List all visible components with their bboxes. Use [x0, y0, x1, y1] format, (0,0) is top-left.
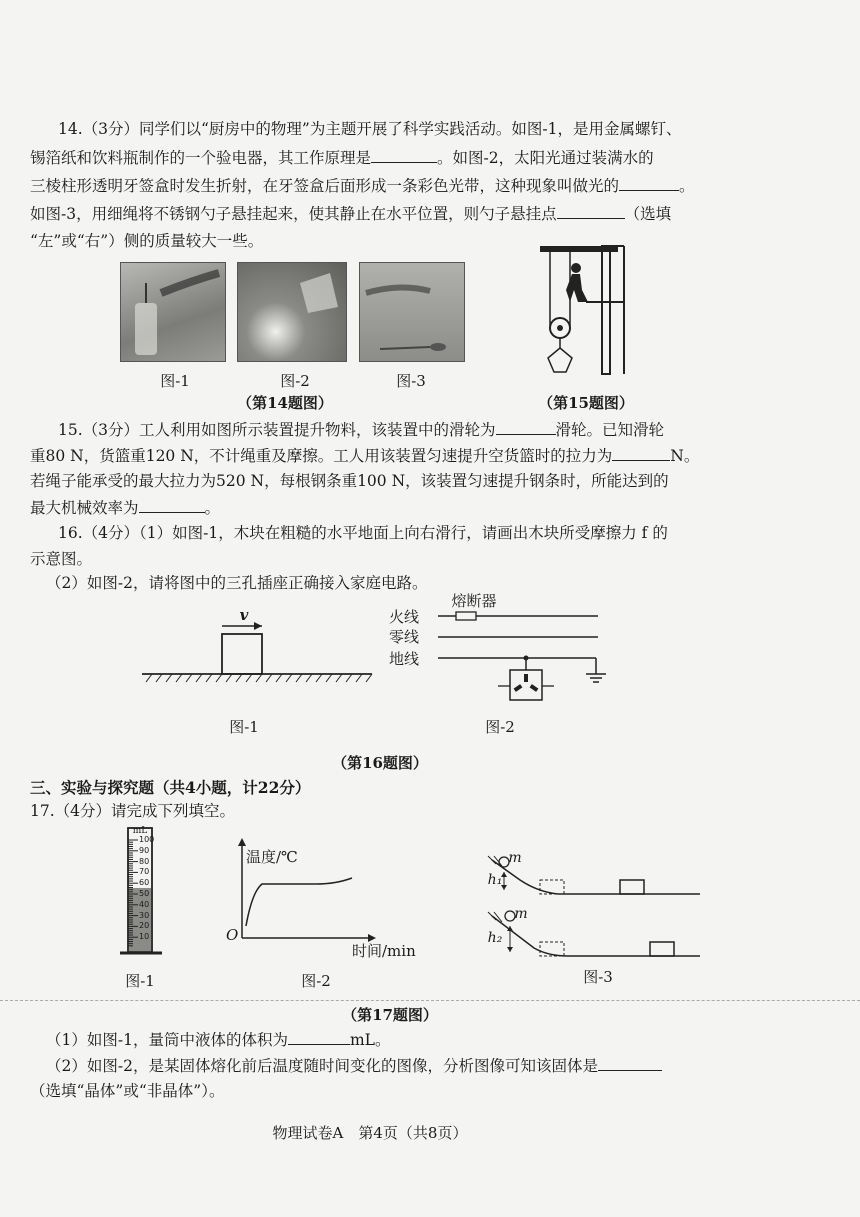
cylinder-tick-label: 70: [139, 867, 150, 877]
cylinder-tick-label: 60: [139, 878, 150, 888]
q17-blank2[interactable]: [598, 1052, 662, 1071]
q14-line5: “左”或“右”）侧的质量较大一些。: [30, 232, 264, 250]
q17-fig3-label: 图-3: [583, 968, 613, 986]
q17-sub2: [46, 1052, 662, 1080]
q14-line4-text: 如图-3，用细绳将不锈钢勺子悬挂起来，使其静止在水平位置，则勺子悬挂点: [30, 205, 557, 223]
section3-title: 三、实验与探究题（共4小题，计22分）: [30, 778, 311, 797]
q15-line4-text-b: 。: [204, 499, 221, 517]
q14-line4: [30, 200, 671, 228]
cylinder-unit: mL: [132, 826, 148, 836]
cylinder-tick-label: 10: [139, 932, 150, 942]
cylinder-tick-label: 40: [139, 899, 150, 909]
q17-fig1-label: 图-1: [125, 972, 155, 990]
q16-line2: 示意图。: [30, 550, 93, 568]
q15-line1: [58, 416, 664, 444]
cylinder-tick-label: 50: [139, 889, 150, 898]
q16-fig2-label: 图-2: [485, 718, 515, 736]
q17-sub1-text: （1）如图-1，量筒中液体的体积为: [46, 1031, 288, 1049]
melting-curve: [246, 878, 352, 926]
q14-line4-text-b: （选填: [624, 205, 672, 223]
q17-sub1: [46, 1026, 390, 1054]
block-on-ground-diagram: [142, 616, 372, 686]
q17-sub2-line2: （选填“晶体”或“非晶体”）。: [30, 1082, 225, 1100]
q14-line1: 14.（3分）同学们以“厨房中的物理”为主题开展了科学实践活动。如图-1，是用金属螺钉、: [58, 120, 682, 138]
fuse-symbol: [456, 612, 476, 620]
cylinder-tick-label: 100: [139, 835, 155, 844]
q15-line3: 若绳子能承受的最大拉力为520 N，每根钢条重100 N，该装置匀速提升钢条时，所能达到的: [30, 472, 669, 490]
fuse-label: 熔断器: [451, 592, 497, 610]
height-label-h2: h₂: [487, 930, 503, 946]
height-label-h1: h₁: [487, 872, 503, 888]
q15-figure-caption: （第15题图）: [538, 394, 634, 412]
neutral-wire-label: 零线: [388, 628, 419, 646]
graph-y-label: 温度/℃: [246, 848, 298, 866]
ground-wire-label: 地线: [388, 650, 419, 668]
q16-figure-caption: （第16题图）: [332, 754, 428, 772]
q14-figure-caption: （第14题图）: [237, 394, 333, 412]
q17-figure-caption: （第17题图）: [342, 1006, 438, 1024]
box-top: [620, 880, 644, 894]
household-circuit-diagram: [428, 606, 628, 696]
q15-line2-text: 重80 N，货篮重120 N，不计绳重及摩擦。工人用该装置匀速提升空货篮时的拉力为: [30, 447, 613, 465]
q15-line1-text-b: 滑轮。已知滑轮: [555, 421, 665, 439]
q14-line2-text-b: 。如图-2，太阳光通过装满水的: [437, 149, 654, 167]
q16-line1: 16.（4分）（1）如图-1，木块在粗糙的水平地面上向右滑行，请画出木块所受摩擦力 f 的: [58, 524, 668, 542]
q14-fig3-label: 图-3: [396, 372, 426, 390]
electroscope-sketch: [121, 263, 225, 361]
q17-fig2-label: 图-2: [301, 972, 331, 990]
q14-line2-text: 锡箔纸和饮料瓶制作的一个验电器，其工作原理是: [30, 149, 372, 167]
velocity-label: v: [239, 606, 249, 624]
q17-blank1[interactable]: [288, 1026, 350, 1045]
graph-origin: O: [226, 926, 239, 944]
graph-x-label: 时间/min: [352, 942, 416, 960]
q17-sub2-text: （2）如图-2，是某固体熔化前后温度随时间变化的图像，分析图像可知该固体是: [46, 1057, 598, 1075]
q16-line3: （2）如图-2，请将图中的三孔插座正确接入家庭电路。: [46, 574, 428, 592]
q15-line2-text-b: N。: [670, 447, 700, 465]
q15-line4: [30, 494, 220, 522]
q14-line3-text: 三棱柱形透明牙签盒时发生折射，在牙签盒后面形成一条彩色光带，这种现象叫做光的: [30, 177, 620, 195]
q14-blank2[interactable]: [619, 172, 679, 191]
spoon-photo: [359, 262, 465, 362]
live-wire-label: 火线: [388, 608, 419, 626]
q15-blank1[interactable]: [496, 416, 556, 435]
q15-line2: [30, 442, 699, 470]
q15-blank2[interactable]: [612, 442, 670, 461]
spoon-sketch: [360, 263, 464, 361]
q14-fig2-label: 图-2: [280, 372, 310, 390]
q17-sub1-text-b: mL。: [349, 1031, 391, 1049]
box-bottom: [650, 942, 674, 956]
q16-fig1-label: 图-1: [229, 718, 259, 736]
q15-line4-text: 最大机械效率为: [30, 499, 139, 517]
q15-line1-text: 15.（3分）工人利用如图所示装置提升物料，该装置中的滑轮为: [58, 421, 496, 439]
cylinder-tick-label: 80: [139, 856, 150, 866]
q14-line3-text-b: 。: [679, 177, 695, 195]
page-footer: 物理试卷A 第4页（共8页）: [272, 1124, 468, 1142]
cylinder-tick-label: 90: [139, 845, 150, 855]
pulley-diagram: [540, 246, 630, 386]
mass-label-bottom: m: [514, 906, 528, 922]
q14-blank3[interactable]: [557, 200, 625, 219]
wooden-block: [222, 634, 262, 674]
q17-line1: 17.（4分）请完成下列填空。: [30, 802, 236, 820]
prism-sketch: [238, 263, 346, 361]
q14-fig1-label: 图-1: [160, 372, 190, 390]
electroscope-photo: [120, 262, 226, 362]
q14-line2: [30, 144, 654, 172]
dashed-divider: [0, 1000, 860, 1001]
mass-label-top: m: [508, 850, 522, 866]
q15-blank3[interactable]: [139, 494, 205, 513]
cylinder-tick-label: 20: [139, 921, 150, 931]
toothpick-box-photo: [237, 262, 347, 362]
q14-blank1[interactable]: [371, 144, 437, 163]
q14-line3: [30, 172, 695, 200]
cylinder-tick-label: 30: [139, 910, 150, 920]
